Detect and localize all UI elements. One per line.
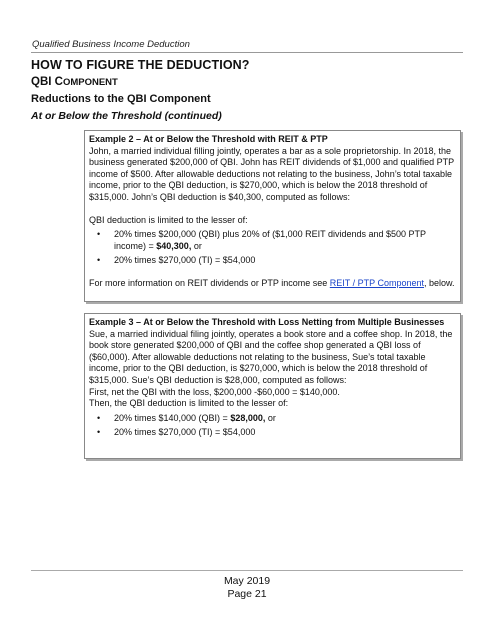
section-heading: HOW TO FIGURE THE DEDUCTION? bbox=[31, 58, 250, 72]
bullet-icon: • bbox=[97, 255, 101, 266]
example-2-bullet-1-tail: or bbox=[191, 240, 202, 251]
example-2-bullet-2-text: 20% times $270,000 (TI) = $54,000 bbox=[114, 255, 256, 266]
bullet-icon: • bbox=[97, 427, 101, 438]
example-2-box bbox=[84, 130, 461, 302]
example-3-bullet-1-text: 20% times $140,000 (QBI) = bbox=[114, 412, 231, 423]
example-2-more-info bbox=[89, 278, 456, 290]
running-header: Qualified Business Income Deduction bbox=[32, 39, 190, 50]
component-heading bbox=[31, 76, 118, 88]
more-info-text: For more information on REIT dividends or PTP income see bbox=[89, 277, 330, 288]
example-3-body: Sue, a married individual filing jointly, operates a book store and a coffee shop. In 2018, the book store generated $200,000 of QBI and the coffee shop generated a QBI loss of ($60,000). After allowable deductions not relating to the business, Sue’s total taxable income, prior to the QBI deduction, is $270,000, which is below the 2018 threshold of $315,000. Sue’s QBI deduction is $28,000, computed as follows: bbox=[89, 328, 453, 385]
example-3-bullet-1 bbox=[89, 413, 456, 425]
more-info-tail: , below. bbox=[424, 277, 455, 288]
page-number: Page 21 bbox=[227, 588, 267, 600]
threshold-heading: At or Below the Threshold (continued) bbox=[31, 110, 222, 122]
example-3-then-step: Then, the QBI deduction is limited to the lesser of: bbox=[89, 398, 289, 409]
example-3-bullet-1-amount: $28,000, bbox=[230, 412, 266, 423]
example-2-bullet-1-text: 20% times $200,000 (QBI) plus 20% of ($1,000 REIT dividends and $500 PTP income) = bbox=[114, 229, 426, 251]
example-2-body: John, a married individual filling jointly, operates a bar as a sole proprietorship. In 2018, the business generated $200,000 of QBI. John has REIT dividends of $1,000 and qualified PTP income of $500. After allowable deductions not relating to the business, John’s total taxable income, prior to the QBI deduction, is $270,000, which is below the 2018 threshold of $315,000. John’s QBI deduction is $40,300, computed as follows: bbox=[89, 145, 454, 202]
bullet-icon: • bbox=[97, 412, 101, 423]
example-2-bullet-1 bbox=[89, 229, 456, 252]
example-3-bullet-2-text: 20% times $270,000 (TI) = $54,000 bbox=[114, 427, 256, 438]
footer-date: May 2019 bbox=[223, 575, 271, 587]
bullet-icon: • bbox=[97, 229, 101, 240]
footer-divider bbox=[31, 570, 463, 571]
component-heading-rest: OMPONENT bbox=[62, 77, 118, 88]
example-3-first-step: First, net the QBI with the loss, $200,000 -$60,000 = $140,000. bbox=[89, 386, 340, 397]
example-3-bullet-1-tail: or bbox=[265, 412, 276, 423]
reit-ptp-link[interactable]: REIT / PTP Component bbox=[329, 277, 424, 288]
example-2-bullet-1-amount: $40,300, bbox=[156, 240, 192, 251]
example-3-title: Example 3 – At or Below the Threshold with Loss Netting from Multiple Businesses bbox=[89, 317, 445, 327]
example-3-bullet-list bbox=[89, 413, 456, 439]
component-heading-initial: QBI C bbox=[31, 76, 63, 88]
example-3-box bbox=[84, 313, 461, 459]
header-divider bbox=[31, 52, 463, 53]
example-3-bullet-2 bbox=[89, 427, 456, 439]
example-2-title: Example 2 – At or Below the Threshold with REIT & PTP bbox=[89, 134, 328, 144]
example-2-bullet-2 bbox=[89, 255, 456, 267]
example-2-limited-text: QBI deduction is limited to the lesser of: bbox=[89, 214, 248, 225]
example-2-bullet-list bbox=[89, 229, 456, 267]
subsection-heading: Reductions to the QBI Component bbox=[31, 93, 211, 105]
